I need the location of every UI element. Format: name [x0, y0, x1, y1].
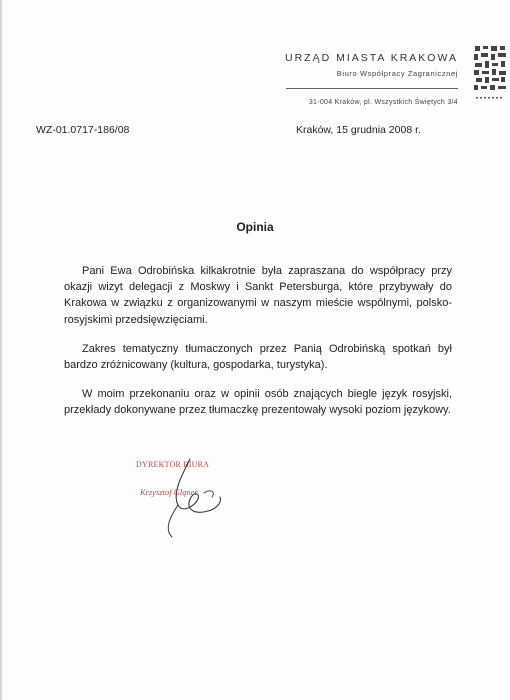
letterhead-title: URZĄD MIASTA KRAKOWA — [284, 52, 458, 64]
letterhead-subtitle: Biuro Współpracy Zagranicznej — [336, 69, 458, 78]
paragraph-2: Zakres tematyczny tłumaczonych przez Panią Odrobińską spotkań był bardzo zróżnicowany (kultura, gospodarka, turystyka). — [64, 342, 452, 372]
reference-number: WZ-01.0717-186/08 — [36, 124, 130, 136]
stamp-name: Krzysztof Głąner — [140, 487, 198, 497]
signature-block — [120, 455, 260, 545]
letterhead-address: 31-004 Kraków, pl. Wszystkich Świętych 3/4 — [308, 99, 458, 106]
document-title: Opinia — [236, 220, 274, 234]
paragraph-3: W moim przekonaniu oraz w opinii osób znających biegle język rosyjski, przekłady dokonywane przez tłumaczkę prezentowały wysoki poziom językowy. — [64, 388, 452, 417]
handwritten-signature — [120, 455, 260, 545]
date-line: Kraków, 15 grudnia 2008 r. — [296, 124, 421, 136]
letterhead — [0, 0, 510, 120]
cracovia-logo-icon — [472, 44, 508, 102]
letterhead-divider — [286, 88, 458, 89]
letter-body — [64, 263, 452, 432]
stamp-title: DYREKTOR BIURA — [136, 460, 210, 469]
paragraph-1: Pani Ewa Odrobińska kilkakrotnie była zapraszana do współpracy przy okazji wizyt delegacji z Moskwy i Sankt Petersburga, które przybywały do Krakowa w związku z organizowanymi w naszym mieście wspólnymi, polsko-rosyjskimi przedsięwzięciami. — [64, 265, 452, 326]
